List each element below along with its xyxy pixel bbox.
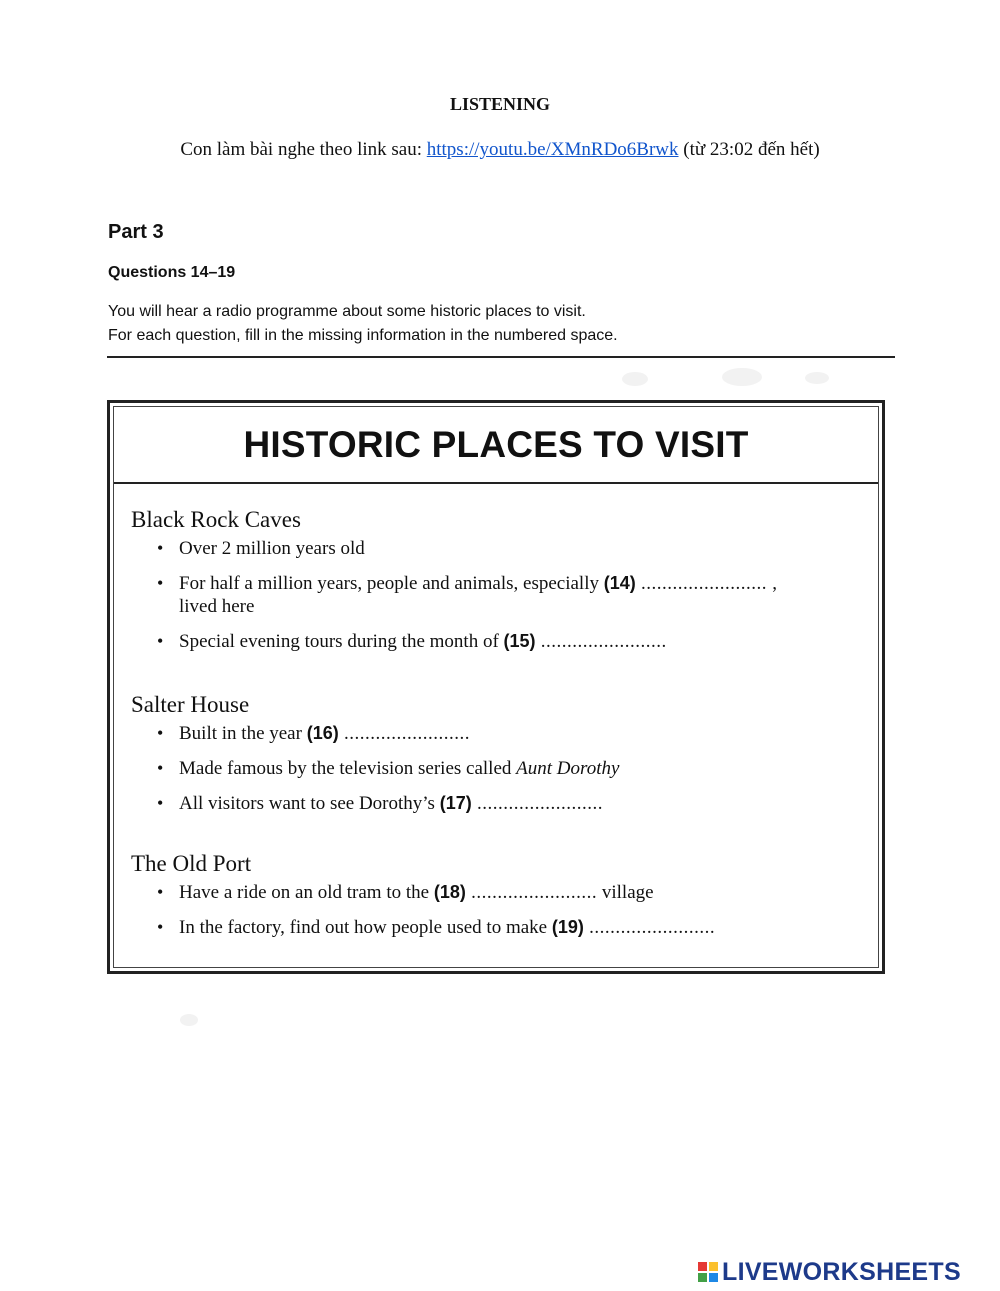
instruction-prefix: Con làm bài nghe theo link sau:: [180, 139, 427, 160]
box-title: HISTORIC PLACES TO VISIT: [243, 424, 749, 465]
intro-line: You will hear a radio programme about some historic places to visit.: [108, 303, 586, 320]
list-item: [131, 757, 819, 780]
answer-blank-17[interactable]: ........................: [471, 793, 603, 814]
question-number: (16): [306, 723, 339, 743]
section-salter-house: [131, 692, 819, 827]
series-title: Aunt Dorothy: [516, 758, 620, 779]
section-black-rock-caves: [131, 507, 879, 665]
list-item: [131, 537, 819, 560]
list-item: [131, 722, 819, 745]
question-number: (18): [433, 882, 466, 902]
bullet-icon: •: [157, 631, 164, 651]
answer-blank-18[interactable]: ........................: [465, 882, 598, 903]
historic-places-box: [107, 400, 885, 974]
question-number: (15): [503, 631, 536, 651]
scan-smudge: [622, 372, 648, 386]
bullet-text: Made famous by the television series called: [179, 758, 517, 779]
answer-blank-14[interactable]: ........................ ,: [635, 573, 778, 594]
bullet-text: Over 2 million years old: [179, 538, 365, 559]
section-title: Black Rock Caves: [131, 507, 301, 532]
part-label: Part 3: [108, 221, 164, 243]
list-item: [131, 881, 819, 904]
section-title: Salter House: [131, 692, 250, 717]
youtube-link[interactable]: https://youtu.be/XMnRDo6Brwk: [426, 139, 679, 160]
answer-blank-19[interactable]: ........................: [583, 917, 716, 938]
answer-blank-16[interactable]: ........................: [338, 723, 470, 744]
bullet-icon: •: [157, 793, 164, 813]
box-inner-frame: [113, 406, 879, 968]
list-item: [131, 572, 879, 618]
intro-text: [108, 300, 618, 348]
bullet-text: Have a ride on an old tram to the: [179, 882, 434, 903]
section-old-port: [131, 851, 819, 951]
bullet-icon: •: [157, 758, 164, 778]
scan-smudge: [805, 372, 829, 384]
bullet-icon: •: [157, 917, 164, 937]
bullet-text: Special evening tours during the month of: [179, 631, 504, 652]
bullet-text: village: [597, 882, 654, 903]
bullet-list: [131, 722, 819, 815]
answer-blank-15[interactable]: ........................: [535, 631, 667, 652]
bullet-list: [131, 881, 819, 939]
bullet-icon: •: [157, 538, 164, 558]
logo-text: LIVEWORKSHEETS: [722, 1257, 961, 1286]
listening-instruction: [0, 139, 1000, 161]
logo-square: [698, 1273, 707, 1282]
bullet-icon: •: [157, 573, 164, 593]
bullet-text: Built in the year: [179, 723, 307, 744]
bullet-icon: •: [157, 882, 164, 902]
bullet-text: For half a million years, people and animals, especially: [179, 573, 604, 594]
liveworksheets-logo: [698, 1259, 961, 1285]
box-title-area: [114, 407, 878, 484]
question-number: (17): [439, 793, 472, 813]
bullet-text: lived here: [179, 596, 255, 617]
bullet-list: [131, 537, 879, 653]
liveworksheets-icon: [698, 1262, 718, 1282]
divider: [107, 356, 895, 358]
list-item: [131, 916, 819, 939]
instruction-suffix: (từ 23:02 đến hết): [678, 139, 820, 160]
logo-square: [698, 1262, 707, 1271]
intro-line: For each question, fill in the missing information in the numbered space.: [108, 327, 618, 344]
bullet-text: In the factory, find out how people used to make: [179, 917, 552, 938]
scan-smudge: [722, 368, 762, 386]
logo-square: [709, 1273, 718, 1282]
bullet-icon: •: [157, 723, 164, 743]
logo-square: [709, 1262, 718, 1271]
question-number: (14): [603, 573, 636, 593]
list-item: [131, 792, 819, 815]
section-title: The Old Port: [131, 851, 252, 876]
questions-label: Questions 14–19: [108, 264, 236, 281]
bullet-text: All visitors want to see Dorothy’s: [179, 793, 440, 814]
scan-smudge: [180, 1014, 198, 1026]
list-item: [131, 630, 819, 653]
question-number: (19): [551, 917, 584, 937]
page-title: LISTENING: [449, 94, 551, 114]
